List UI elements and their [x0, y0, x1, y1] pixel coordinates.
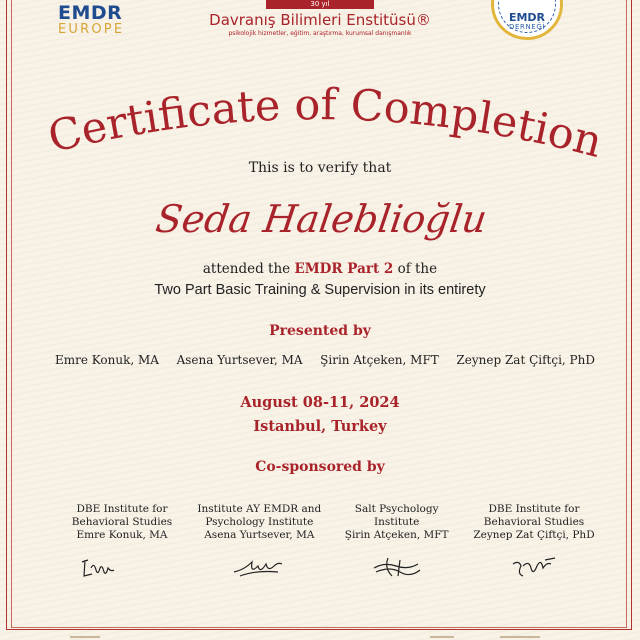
institute-logo	[200, 0, 440, 38]
svg-text:Certificate of Completion	[43, 80, 607, 168]
training-line: Two Part Basic Training & Supervision in its entirety	[154, 282, 486, 298]
sponsor-block	[333, 503, 461, 580]
sponsor-line3: Emre Konuk, MA	[76, 529, 168, 541]
recipient-name	[120, 186, 520, 252]
presented-by-label: Presented by	[269, 323, 371, 339]
recipient-name-text: Seda Haleblioğlu	[152, 198, 490, 242]
verify-text: This is to verify that	[248, 160, 392, 176]
emdr-europe-logo	[58, 4, 148, 37]
certificate-title-text: Certificate of Completion	[43, 80, 608, 168]
signature-icon	[232, 554, 286, 580]
presenter: Emre Konuk, MA	[55, 353, 159, 367]
sponsor-line2: Behavioral Studies	[483, 516, 585, 528]
signature-icon	[370, 554, 424, 580]
sponsor-block	[58, 503, 186, 580]
sponsor-line1: DBE Institute for	[76, 503, 168, 515]
emdr-europe-logo-line2: EUROPE	[58, 22, 125, 37]
institute-logo-name: Davranış Bilimleri Enstitüsü®	[209, 11, 431, 29]
sponsors-list	[58, 503, 598, 580]
sponsor-line2: Şirin Atçeken, MFT	[344, 529, 449, 541]
training-date: August 08-11, 2024	[240, 394, 400, 411]
presenters-list	[55, 353, 595, 367]
presenter: Şirin Atçeken, MFT	[320, 353, 439, 367]
sponsor-line2: Psychology Institute	[205, 516, 314, 528]
attended-suffix: of the	[397, 261, 438, 277]
signature-icon	[78, 554, 132, 580]
bottom-mark	[70, 636, 100, 638]
presenter: Zeynep Zat Çiftçi, PhD	[456, 353, 595, 367]
sponsor-line3: Zeynep Zat Çiftçi, PhD	[473, 529, 595, 541]
presenter: Asena Yurtsever, MA	[176, 353, 303, 367]
sponsor-line1: Salt Psychology Institute	[354, 503, 439, 528]
sponsor-line1: DBE Institute for	[488, 503, 580, 515]
bottom-mark	[500, 636, 540, 638]
institute-logo-subtitle: psikolojik hizmetler, eğitim, araştırma, kurumsal danışmanlık	[228, 30, 412, 37]
emdr-dernegi-logo-line2: DERNEĞİ	[508, 23, 546, 31]
institute-logo-anniversary-tab: 30 yıl	[266, 0, 374, 9]
sponsor-block	[195, 503, 323, 580]
attended-prefix: attended the	[202, 261, 291, 277]
training-location: Istanbul, Turkey	[253, 418, 387, 435]
cosponsored-by-label: Co-sponsored by	[255, 459, 385, 475]
course-name: EMDR Part 2	[294, 261, 394, 277]
attended-line	[0, 261, 640, 277]
sponsor-line2: Behavioral Studies	[71, 516, 173, 528]
bottom-edge-marks	[0, 628, 640, 640]
sponsor-line3: Asena Yurtsever, MA	[204, 529, 315, 541]
emdr-europe-logo-line1: EMDR	[58, 2, 123, 24]
sponsor-line1: Institute AY EMDR and	[197, 503, 322, 515]
sponsor-block	[470, 503, 598, 580]
bottom-mark	[430, 636, 454, 638]
emdr-dernegi-logo-line1: EMDR	[508, 11, 546, 24]
signature-icon	[507, 554, 561, 580]
